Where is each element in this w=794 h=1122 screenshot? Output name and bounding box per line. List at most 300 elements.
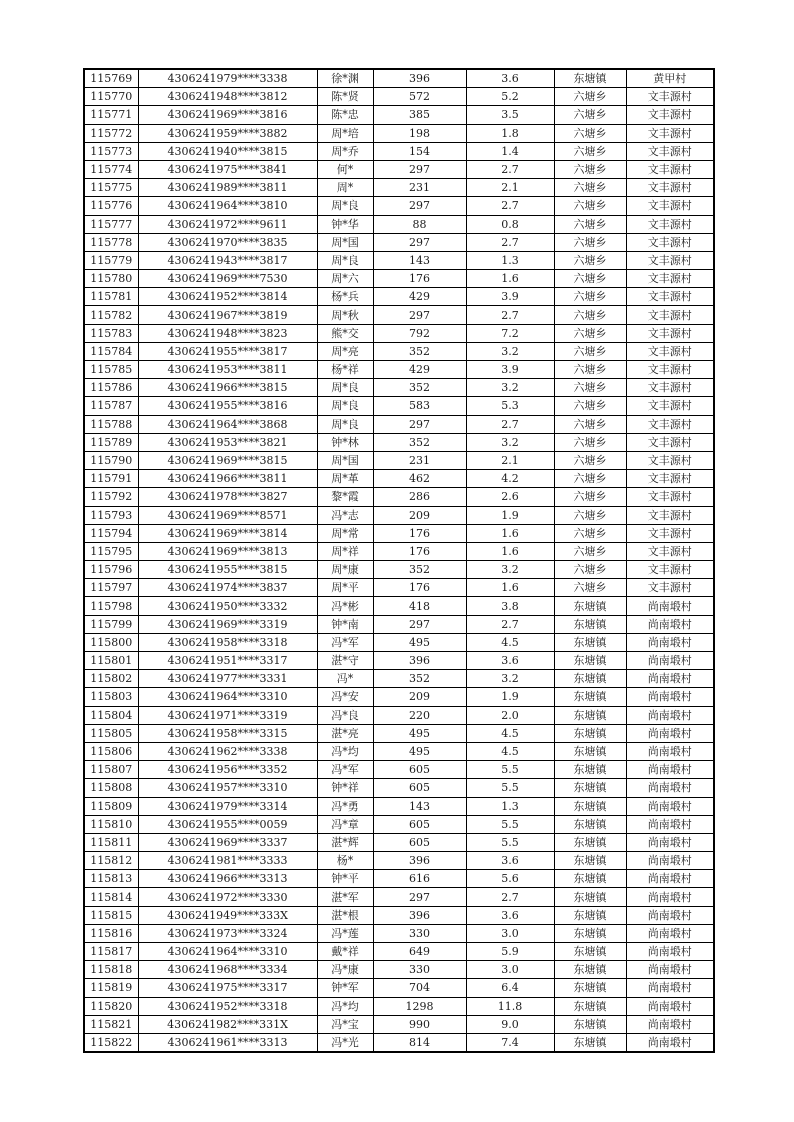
cell-amount: 396 (373, 852, 466, 870)
cell-amount: 220 (373, 706, 466, 724)
cell-serial: 115780 (84, 270, 138, 288)
cell-id-number: 4306241958****3315 (138, 724, 317, 742)
cell-id-number: 4306241967****3819 (138, 306, 317, 324)
table-row (84, 797, 714, 815)
table-row (84, 742, 714, 760)
cell-amount: 385 (373, 106, 466, 124)
cell-town: 东塘镇 (554, 724, 626, 742)
cell-rate: 3.0 (466, 924, 554, 942)
cell-serial: 115798 (84, 597, 138, 615)
cell-amount: 231 (373, 179, 466, 197)
cell-amount: 297 (373, 197, 466, 215)
cell-town: 东塘镇 (554, 906, 626, 924)
cell-amount: 297 (373, 415, 466, 433)
table-row (84, 433, 714, 451)
cell-rate: 2.7 (466, 415, 554, 433)
cell-serial: 115795 (84, 542, 138, 560)
cell-rate: 3.2 (466, 433, 554, 451)
cell-village: 文丰源村 (626, 270, 714, 288)
cell-name: 戴*祥 (317, 943, 373, 961)
cell-village: 尚南塅村 (626, 597, 714, 615)
cell-name: 冯*光 (317, 1033, 373, 1052)
cell-amount: 605 (373, 833, 466, 851)
cell-name: 周*祥 (317, 542, 373, 560)
cell-name: 冯*良 (317, 706, 373, 724)
cell-amount: 418 (373, 597, 466, 615)
cell-serial: 115806 (84, 742, 138, 760)
cell-rate: 1.4 (466, 142, 554, 160)
cell-serial: 115779 (84, 251, 138, 269)
cell-town: 六塘乡 (554, 288, 626, 306)
cell-town: 东塘镇 (554, 761, 626, 779)
cell-amount: 143 (373, 251, 466, 269)
cell-village: 文丰源村 (626, 524, 714, 542)
cell-serial: 115783 (84, 324, 138, 342)
cell-id-number: 4306241953****3821 (138, 433, 317, 451)
cell-rate: 5.2 (466, 88, 554, 106)
cell-name: 冯*均 (317, 742, 373, 760)
cell-town: 东塘镇 (554, 1033, 626, 1052)
cell-id-number: 4306241948****3812 (138, 88, 317, 106)
cell-rate: 3.8 (466, 597, 554, 615)
table-row (84, 1033, 714, 1052)
cell-id-number: 4306241978****3827 (138, 488, 317, 506)
table-row (84, 397, 714, 415)
cell-name: 钟*华 (317, 215, 373, 233)
table-row (84, 142, 714, 160)
cell-serial: 115816 (84, 924, 138, 942)
cell-rate: 2.7 (466, 160, 554, 178)
cell-name: 周*秋 (317, 306, 373, 324)
cell-serial: 115771 (84, 106, 138, 124)
cell-rate: 2.7 (466, 888, 554, 906)
table-row (84, 997, 714, 1015)
table-row (84, 306, 714, 324)
cell-name: 湛*亮 (317, 724, 373, 742)
cell-amount: 649 (373, 943, 466, 961)
table-row (84, 270, 714, 288)
cell-name: 周*革 (317, 470, 373, 488)
cell-name: 陈*忠 (317, 106, 373, 124)
cell-serial: 115804 (84, 706, 138, 724)
cell-id-number: 4306241969****3814 (138, 524, 317, 542)
cell-name: 冯*康 (317, 961, 373, 979)
table-row (84, 688, 714, 706)
cell-name: 冯*章 (317, 815, 373, 833)
cell-id-number: 4306241948****3823 (138, 324, 317, 342)
cell-town: 东塘镇 (554, 706, 626, 724)
cell-village: 尚南塅村 (626, 670, 714, 688)
cell-name: 钟*军 (317, 979, 373, 997)
cell-town: 六塘乡 (554, 451, 626, 469)
cell-rate: 4.2 (466, 470, 554, 488)
cell-village: 文丰源村 (626, 542, 714, 560)
cell-rate: 4.5 (466, 724, 554, 742)
table-row (84, 670, 714, 688)
cell-id-number: 4306241940****3815 (138, 142, 317, 160)
table-row (84, 361, 714, 379)
table-row (84, 69, 714, 88)
beneficiary-table (83, 68, 715, 1053)
cell-serial: 115818 (84, 961, 138, 979)
table-row (84, 506, 714, 524)
cell-town: 东塘镇 (554, 670, 626, 688)
cell-id-number: 4306241971****3319 (138, 706, 317, 724)
cell-serial: 115805 (84, 724, 138, 742)
cell-amount: 352 (373, 379, 466, 397)
cell-serial: 115792 (84, 488, 138, 506)
cell-town: 六塘乡 (554, 270, 626, 288)
cell-serial: 115791 (84, 470, 138, 488)
cell-town: 东塘镇 (554, 615, 626, 633)
cell-serial: 115777 (84, 215, 138, 233)
cell-town: 东塘镇 (554, 870, 626, 888)
cell-town: 六塘乡 (554, 524, 626, 542)
cell-amount: 495 (373, 742, 466, 760)
cell-rate: 5.6 (466, 870, 554, 888)
cell-village: 尚南塅村 (626, 979, 714, 997)
cell-name: 周*国 (317, 451, 373, 469)
cell-rate: 6.4 (466, 979, 554, 997)
cell-rate: 2.1 (466, 179, 554, 197)
cell-serial: 115799 (84, 615, 138, 633)
cell-id-number: 4306241972****3330 (138, 888, 317, 906)
cell-id-number: 4306241975****3317 (138, 979, 317, 997)
cell-town: 东塘镇 (554, 815, 626, 833)
cell-serial: 115822 (84, 1033, 138, 1052)
cell-id-number: 4306241949****333X (138, 906, 317, 924)
cell-town: 六塘乡 (554, 88, 626, 106)
cell-rate: 1.9 (466, 688, 554, 706)
cell-town: 六塘乡 (554, 542, 626, 560)
cell-name: 黎*霞 (317, 488, 373, 506)
cell-town: 六塘乡 (554, 361, 626, 379)
cell-id-number: 4306241972****9611 (138, 215, 317, 233)
table-row (84, 179, 714, 197)
cell-name: 周*亮 (317, 342, 373, 360)
cell-serial: 115775 (84, 179, 138, 197)
cell-id-number: 4306241957****3310 (138, 779, 317, 797)
cell-village: 文丰源村 (626, 288, 714, 306)
cell-name: 周*乔 (317, 142, 373, 160)
cell-rate: 2.0 (466, 706, 554, 724)
cell-village: 文丰源村 (626, 433, 714, 451)
cell-name: 熊*交 (317, 324, 373, 342)
cell-serial: 115811 (84, 833, 138, 851)
cell-town: 东塘镇 (554, 797, 626, 815)
cell-town: 东塘镇 (554, 633, 626, 651)
table-row (84, 961, 714, 979)
cell-rate: 3.6 (466, 906, 554, 924)
cell-serial: 115812 (84, 852, 138, 870)
cell-village: 尚南塅村 (626, 797, 714, 815)
cell-id-number: 4306241964****3310 (138, 943, 317, 961)
cell-serial: 115790 (84, 451, 138, 469)
cell-name: 冯*莲 (317, 924, 373, 942)
cell-name: 湛*根 (317, 906, 373, 924)
table-row (84, 943, 714, 961)
cell-id-number: 4306241952****3814 (138, 288, 317, 306)
cell-amount: 990 (373, 1015, 466, 1033)
table-row (84, 833, 714, 851)
cell-id-number: 4306241956****3352 (138, 761, 317, 779)
table-row (84, 615, 714, 633)
cell-village: 尚南塅村 (626, 906, 714, 924)
cell-name: 湛*辉 (317, 833, 373, 851)
table-row (84, 124, 714, 142)
cell-amount: 396 (373, 906, 466, 924)
table-row (84, 852, 714, 870)
cell-id-number: 4306241964****3310 (138, 688, 317, 706)
cell-name: 徐*渊 (317, 69, 373, 88)
cell-id-number: 4306241966****3815 (138, 379, 317, 397)
cell-amount: 297 (373, 160, 466, 178)
cell-serial: 115802 (84, 670, 138, 688)
cell-village: 文丰源村 (626, 451, 714, 469)
cell-village: 尚南塅村 (626, 852, 714, 870)
cell-amount: 616 (373, 870, 466, 888)
cell-rate: 3.0 (466, 961, 554, 979)
table-row (84, 470, 714, 488)
cell-village: 文丰源村 (626, 88, 714, 106)
cell-town: 东塘镇 (554, 943, 626, 961)
cell-id-number: 4306241969****3319 (138, 615, 317, 633)
cell-name: 周*康 (317, 561, 373, 579)
cell-rate: 3.2 (466, 670, 554, 688)
cell-rate: 2.7 (466, 197, 554, 215)
cell-serial: 115808 (84, 779, 138, 797)
cell-id-number: 4306241969****3337 (138, 833, 317, 851)
cell-town: 六塘乡 (554, 197, 626, 215)
cell-serial: 115815 (84, 906, 138, 924)
cell-id-number: 4306241959****3882 (138, 124, 317, 142)
cell-town: 六塘乡 (554, 561, 626, 579)
cell-village: 尚南塅村 (626, 779, 714, 797)
cell-amount: 605 (373, 761, 466, 779)
cell-name: 周*六 (317, 270, 373, 288)
cell-amount: 352 (373, 670, 466, 688)
cell-name: 周*国 (317, 233, 373, 251)
cell-name: 周*常 (317, 524, 373, 542)
cell-rate: 3.6 (466, 652, 554, 670)
cell-id-number: 4306241969****7530 (138, 270, 317, 288)
cell-id-number: 4306241981****3333 (138, 852, 317, 870)
cell-town: 东塘镇 (554, 924, 626, 942)
cell-town: 六塘乡 (554, 579, 626, 597)
cell-serial: 115796 (84, 561, 138, 579)
table-row (84, 597, 714, 615)
cell-town: 六塘乡 (554, 142, 626, 160)
table-row (84, 561, 714, 579)
cell-village: 文丰源村 (626, 361, 714, 379)
cell-village: 尚南塅村 (626, 742, 714, 760)
cell-serial: 115810 (84, 815, 138, 833)
table-row (84, 524, 714, 542)
cell-village: 文丰源村 (626, 197, 714, 215)
cell-town: 东塘镇 (554, 1015, 626, 1033)
cell-name: 周*良 (317, 415, 373, 433)
cell-id-number: 4306241964****3868 (138, 415, 317, 433)
cell-town: 东塘镇 (554, 888, 626, 906)
cell-amount: 330 (373, 961, 466, 979)
cell-village: 尚南塅村 (626, 706, 714, 724)
cell-village: 文丰源村 (626, 342, 714, 360)
cell-town: 六塘乡 (554, 342, 626, 360)
cell-town: 东塘镇 (554, 852, 626, 870)
table-row (84, 888, 714, 906)
cell-name: 冯*安 (317, 688, 373, 706)
cell-id-number: 4306241962****3338 (138, 742, 317, 760)
cell-town: 东塘镇 (554, 961, 626, 979)
table-row (84, 342, 714, 360)
cell-town: 六塘乡 (554, 488, 626, 506)
cell-village: 尚南塅村 (626, 633, 714, 651)
cell-village: 文丰源村 (626, 470, 714, 488)
cell-town: 东塘镇 (554, 69, 626, 88)
cell-name: 冯*勇 (317, 797, 373, 815)
cell-rate: 1.6 (466, 524, 554, 542)
cell-amount: 209 (373, 506, 466, 524)
cell-amount: 429 (373, 288, 466, 306)
table-row (84, 724, 714, 742)
cell-village: 文丰源村 (626, 106, 714, 124)
cell-town: 六塘乡 (554, 160, 626, 178)
cell-serial: 115803 (84, 688, 138, 706)
cell-rate: 9.0 (466, 1015, 554, 1033)
cell-id-number: 4306241989****3811 (138, 179, 317, 197)
cell-id-number: 4306241966****3313 (138, 870, 317, 888)
cell-name: 周*平 (317, 579, 373, 597)
cell-name: 冯*志 (317, 506, 373, 524)
cell-rate: 1.6 (466, 270, 554, 288)
cell-town: 东塘镇 (554, 833, 626, 851)
table-row (84, 451, 714, 469)
cell-village: 尚南塅村 (626, 833, 714, 851)
cell-village: 尚南塅村 (626, 924, 714, 942)
cell-amount: 704 (373, 979, 466, 997)
table-row (84, 542, 714, 560)
cell-amount: 198 (373, 124, 466, 142)
cell-rate: 1.6 (466, 542, 554, 560)
cell-id-number: 4306241977****3331 (138, 670, 317, 688)
cell-serial: 115814 (84, 888, 138, 906)
cell-amount: 792 (373, 324, 466, 342)
cell-id-number: 4306241966****3811 (138, 470, 317, 488)
cell-name: 湛*军 (317, 888, 373, 906)
cell-village: 文丰源村 (626, 142, 714, 160)
cell-rate: 5.5 (466, 815, 554, 833)
cell-amount: 814 (373, 1033, 466, 1052)
cell-village: 尚南塅村 (626, 1015, 714, 1033)
cell-rate: 2.6 (466, 488, 554, 506)
cell-village: 尚南塅村 (626, 997, 714, 1015)
cell-serial: 115797 (84, 579, 138, 597)
cell-serial: 115820 (84, 997, 138, 1015)
cell-name: 周*培 (317, 124, 373, 142)
cell-rate: 5.5 (466, 779, 554, 797)
cell-amount: 330 (373, 924, 466, 942)
cell-serial: 115819 (84, 979, 138, 997)
cell-town: 东塘镇 (554, 742, 626, 760)
cell-village: 文丰源村 (626, 561, 714, 579)
cell-name: 钟*平 (317, 870, 373, 888)
table-row (84, 233, 714, 251)
cell-town: 六塘乡 (554, 506, 626, 524)
table-row (84, 160, 714, 178)
cell-amount: 352 (373, 433, 466, 451)
cell-rate: 4.5 (466, 742, 554, 760)
cell-name: 周*良 (317, 397, 373, 415)
cell-town: 六塘乡 (554, 124, 626, 142)
cell-name: 何* (317, 160, 373, 178)
cell-village: 文丰源村 (626, 415, 714, 433)
cell-amount: 88 (373, 215, 466, 233)
table-row (84, 906, 714, 924)
cell-id-number: 4306241982****331X (138, 1015, 317, 1033)
cell-amount: 297 (373, 615, 466, 633)
cell-amount: 572 (373, 88, 466, 106)
cell-serial: 115785 (84, 361, 138, 379)
cell-serial: 115788 (84, 415, 138, 433)
cell-village: 尚南塅村 (626, 961, 714, 979)
cell-town: 六塘乡 (554, 324, 626, 342)
cell-id-number: 4306241953****3811 (138, 361, 317, 379)
table-row (84, 815, 714, 833)
cell-amount: 154 (373, 142, 466, 160)
table-row (84, 779, 714, 797)
cell-amount: 231 (373, 451, 466, 469)
cell-rate: 4.5 (466, 633, 554, 651)
cell-village: 文丰源村 (626, 324, 714, 342)
cell-serial: 115813 (84, 870, 138, 888)
cell-rate: 2.7 (466, 615, 554, 633)
cell-town: 东塘镇 (554, 779, 626, 797)
cell-id-number: 4306241955****0059 (138, 815, 317, 833)
table-row (84, 379, 714, 397)
cell-serial: 115787 (84, 397, 138, 415)
cell-amount: 583 (373, 397, 466, 415)
cell-rate: 3.6 (466, 69, 554, 88)
cell-rate: 3.9 (466, 361, 554, 379)
cell-rate: 5.3 (466, 397, 554, 415)
cell-id-number: 4306241955****3817 (138, 342, 317, 360)
cell-rate: 3.9 (466, 288, 554, 306)
cell-id-number: 4306241979****3314 (138, 797, 317, 815)
cell-rate: 5.9 (466, 943, 554, 961)
table-row (84, 88, 714, 106)
cell-name: 杨*祥 (317, 361, 373, 379)
cell-amount: 297 (373, 888, 466, 906)
cell-name: 周*良 (317, 197, 373, 215)
cell-rate: 3.2 (466, 379, 554, 397)
cell-id-number: 4306241952****3318 (138, 997, 317, 1015)
cell-serial: 115786 (84, 379, 138, 397)
cell-name: 冯* (317, 670, 373, 688)
cell-village: 文丰源村 (626, 579, 714, 597)
cell-town: 东塘镇 (554, 997, 626, 1015)
cell-rate: 2.1 (466, 451, 554, 469)
cell-name: 冯*军 (317, 761, 373, 779)
cell-village: 文丰源村 (626, 160, 714, 178)
table-row (84, 924, 714, 942)
cell-village: 文丰源村 (626, 306, 714, 324)
table-row (84, 251, 714, 269)
cell-name: 杨*兵 (317, 288, 373, 306)
cell-id-number: 4306241969****3816 (138, 106, 317, 124)
cell-village: 文丰源村 (626, 215, 714, 233)
cell-amount: 176 (373, 579, 466, 597)
cell-id-number: 4306241958****3318 (138, 633, 317, 651)
